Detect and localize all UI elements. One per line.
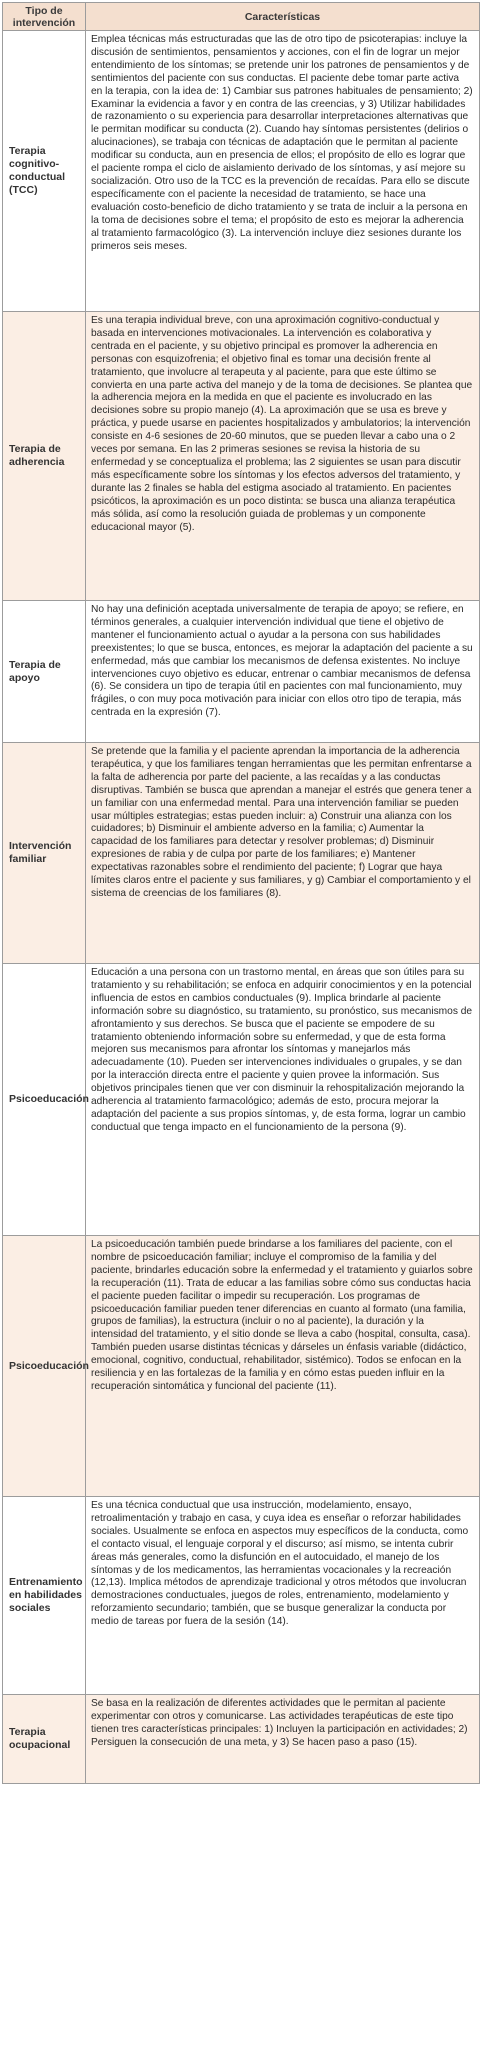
intervention-type: Entrenamiento en habilidades sociales xyxy=(9,1576,83,1614)
intervention-type: Psicoeducación xyxy=(9,1359,89,1372)
intervention-description: Se pretende que la familia y el paciente aprendan la importancia de la adherencia terapéutica, y que los familiares tengan herramientas que les permitan enfrentarse a la falta de adherencia por parte del paciente, a las recaídas y a las conductas disruptivas. También se busca que aprendan a manejar el estrés que genera tener a un familiar con una enfermedad mental. Para una intervención familiar se pueden usar múltiples estrategias; estas pueden incluir: a) Construir una alianza con los cuidadores; b) Disminuir el ambiente adverso en la familia; c) Aumentar la capacidad de los familiares para detectar y resolver problemas; d) Disminuir expresiones de rabia y de culpa por parte de los familiares; e) Mantener expectativas razonables sobre el rendimiento del paciente; f) Lograr que haya límites claros entre el paciente y sus familiares, y g) Cambiar el comportamiento y el sistema de creencias de los familiares (8). xyxy=(91,746,472,899)
table-row-psicoeducacion xyxy=(3,964,479,1236)
type-cell xyxy=(3,1695,86,1783)
intervention-description: La psicoeducación también puede brindarse a los familiares del paciente, con el nombre de psicoeducación familiar; incluye el compromiso de la familia y del paciente, brindarles educación sobre la enfermedad y el tratamiento y guiarlos sobre la recuperación (11). Trata de educar a las familias sobre cómo sus conductas hacia el paciente pueden facilitar o impedir su recuperación. Los programas de psicoeducación familiar pueden tener diferencias en cuanto al formato (una familia, grupos de familias), la estructura (incluir o no al paciente), la duración y la intensidad del tratamiento, y el sitio donde se lleva a cabo (hospital, consulta, casa). También pueden usarse distintas técnicas y dárseles un énfasis variable (didáctico, emocional, cognitivo, conductual, rehabilitador, sistémico). Todos se enfocan en la resiliencia y en las fortalezas de la familia y en cómo estas pueden influir en la recuperación sintomática y funcional del paciente (11). xyxy=(91,1239,473,1392)
description-cell xyxy=(86,1236,479,1496)
type-cell xyxy=(3,743,86,963)
intervention-type: Terapia de apoyo xyxy=(9,658,61,684)
intervention-type: Terapia cognitivo-conductual (TCC) xyxy=(9,145,66,196)
header-cell-characteristics xyxy=(86,3,479,30)
table-row-psicoeducacion-familiar xyxy=(3,1236,479,1497)
type-cell xyxy=(3,31,86,311)
table-row-ocupacional xyxy=(3,1695,479,1783)
intervention-type: Psicoeducación xyxy=(9,1093,89,1105)
description-cell xyxy=(86,964,479,1235)
header-type-label: Tipo de intervención xyxy=(12,4,76,29)
intervention-description: No hay una definición aceptada universalmente de terapia de apoyo; se refiere, en términos generales, a cualquier intervención individual que tiene el objetivo de mantener el funcionamiento actual o ayudar a la persona con sus habilidades preexistentes; lo que se busca, entonces, es mejorar la adaptación del paciente a su enfermedad, más que cambiar los mecanismos de defensa existentes. No incluye intervenciones cuyo objetivo es educar, entrenar o cambiar mecanismos de defensa (6). Se considera un tipo de terapia útil en pacientes con mal funcionamiento, muy frágiles, o con muy poca motivación para iniciar con ellos otro tipo de terapia, más centrada en la expresión (7). xyxy=(91,604,473,719)
description-cell xyxy=(86,31,479,311)
description-cell xyxy=(86,1497,479,1694)
table-row-apoyo xyxy=(3,601,479,743)
intervention-description: Emplea técnicas más estructuradas que las de otro tipo de psicoterapias: incluye la discusión de sentimientos, pensamientos y acciones, con el fin de lograr un mejor entendimiento de los síntomas; se pretende unir los patrones de pensamientos y de sentimientos del paciente con sus conductas. El paciente debe tomar parte activa en la terapia, con la idea de: 1) Cambiar sus patrones habituales de pensamiento; 2) Examinar la evidencia a favor y en contra de las creencias, y 3) Utilizar habilidades de razonamiento o su experiencia para desarrollar interpretaciones alternativas que le permitan modificar su conducta (2). Cuando hay síntomas persistentes (delirios o alucinaciones), se trabaja con técnicas de adaptación que le permitan al paciente modificar su conducta, aun en presencia de ellos; el propósito de ello es lograr que el paciente rompa el ciclo de aislamiento derivado de los síntomas, y así mejore su socialización. Otro uso de la TCC es la prevención de recaídas. Para ello se discute específicamente con el paciente la necesidad de tratamiento, se hace una evaluación costo-beneficio de dicho tratamiento y se trata de incluir a la persona en la toma de decisiones sobre el tema; el propósito de esto es mejorar la adherencia al tratamiento farmacológico (3). La intervención incluye diez sesiones durante los primeros seis meses. xyxy=(91,34,473,252)
intervention-description: Se basa en la realización de diferentes actividades que le permitan al paciente experimentar con otros y comunicarse. Las actividades terapéuticas de este tipo tienen tres características principales: 1) Incluyen la participación en actividades; 2) Persiguen la consecución de una meta, y 3) Se hacen paso a paso (15). xyxy=(91,1698,468,1748)
interventions-table xyxy=(2,2,480,1784)
table-row-adherencia xyxy=(3,312,479,601)
intervention-description: Es una técnica conductual que usa instrucción, modelamiento, ensayo, retroalimentación y trabajo en casa, y cuya idea es enseñar o reforzar habilidades sociales. Usualmente se enfoca en aspectos muy específicos de la conducta, como el contacto visual, el lenguaje corporal y el discurso; así mismo, se intenta cubrir áreas más generales, como la disfunción en el autocuidado, el manejo de los síntomas y de los medicamentos, las herramientas vocacionales y la recreación (12,13). Implica métodos de aprendizaje tradicional y otros métodos que involucran demostraciones conductuales, juegos de roles, entrenamiento, modelamiento y reforzamiento secundario; también, que se busque generalizar la conducta por medio de tareas por fuera de la sesión (14). xyxy=(91,1500,469,1628)
description-cell xyxy=(86,312,479,600)
table-row-familiar xyxy=(3,743,479,964)
type-cell xyxy=(3,312,86,600)
intervention-type: Terapia ocupacional xyxy=(9,1726,71,1751)
type-cell xyxy=(3,1497,86,1694)
table-header-row xyxy=(3,3,479,31)
table-row-habilidades-sociales xyxy=(3,1497,479,1695)
header-cell-type xyxy=(3,3,86,30)
type-cell xyxy=(3,601,86,742)
intervention-description: Educación a una persona con un trastorno mental, en áreas que son útiles para su tratamiento y su rehabilitación; se enfoca en adquirir conocimientos y en la potencial influencia de estos en cambios conductuales (9). Implica brindarle al paciente información sobre su diagnóstico, su tratamiento, su pronóstico, sus mecanismos de afrontamiento y sus derechos. Se busca que el paciente se empodere de su tratamiento obteniendo información sobre su enfermedad, y que de esta forma mejoren sus mecanismos para afrontar los síntomas y manejarlos más adecuadamente (10). Pueden ser intervenciones individuales o grupales, y se dan por la interacción directa entre el paciente y quien provee la información. Sus objetivos principales tienen que ver con disminuir la rehospitalización mejorando la adherencia al tratamiento farmacológico; además de esto, procura mejorar la adaptación del paciente a sus propios síntomas, y, de esta forma, lograr un cambio conductual que tenga impacto en el funcionamiento de la persona (9). xyxy=(91,967,473,1133)
table-row-tcc xyxy=(3,31,479,312)
description-cell xyxy=(86,601,479,742)
header-characteristics-label: Características xyxy=(244,10,321,23)
intervention-type: Terapia de adherencia xyxy=(9,443,65,468)
type-cell xyxy=(3,1236,89,1496)
intervention-description: Es una terapia individual breve, con una aproximación cognitivo-conductual y basada en intervenciones motivacionales. La intervención es colaborativa y centrada en el paciente, y su objetivo principal es promover la adherencia en personas con esquizofrenia; el objetivo final es tomar una decisión frente al tratamiento, que involucre al terapeuta y al paciente, para que este último se convierta en una parte activa del manejo y de la toma de decisiones. Se plantea que la adherencia mejora en la medida en que el paciente es involucrado en las decisiones sobre su propio manejo (4). La aproximación que se usa es breve y práctica, y puede usarse en pacientes hospitalizados y ambulatorios; la intervención consiste en 4-6 sesiones de 20-60 minutos, que se pueden llevar a cabo una o 2 veces por semana. En las 2 primeras sesiones se revisa la historia de su enfermedad y se conceptualiza el problema; las 2 siguientes se usan para discutir más específicamente sobre los síntomas y los efectos adversos del tratamiento, y durante las 2 finales se habla del estigma asociado al tratamiento. En pacientes psicóticos, la aproximación es un poco distinta: se busca una alianza terapéutica más sólida, así como la resolución guiada de problemas y un componente educacional mayor (5). xyxy=(91,315,473,533)
type-cell xyxy=(3,964,89,1235)
description-cell xyxy=(86,743,479,963)
intervention-type: Intervención familiar xyxy=(9,840,72,865)
description-cell xyxy=(86,1695,479,1783)
